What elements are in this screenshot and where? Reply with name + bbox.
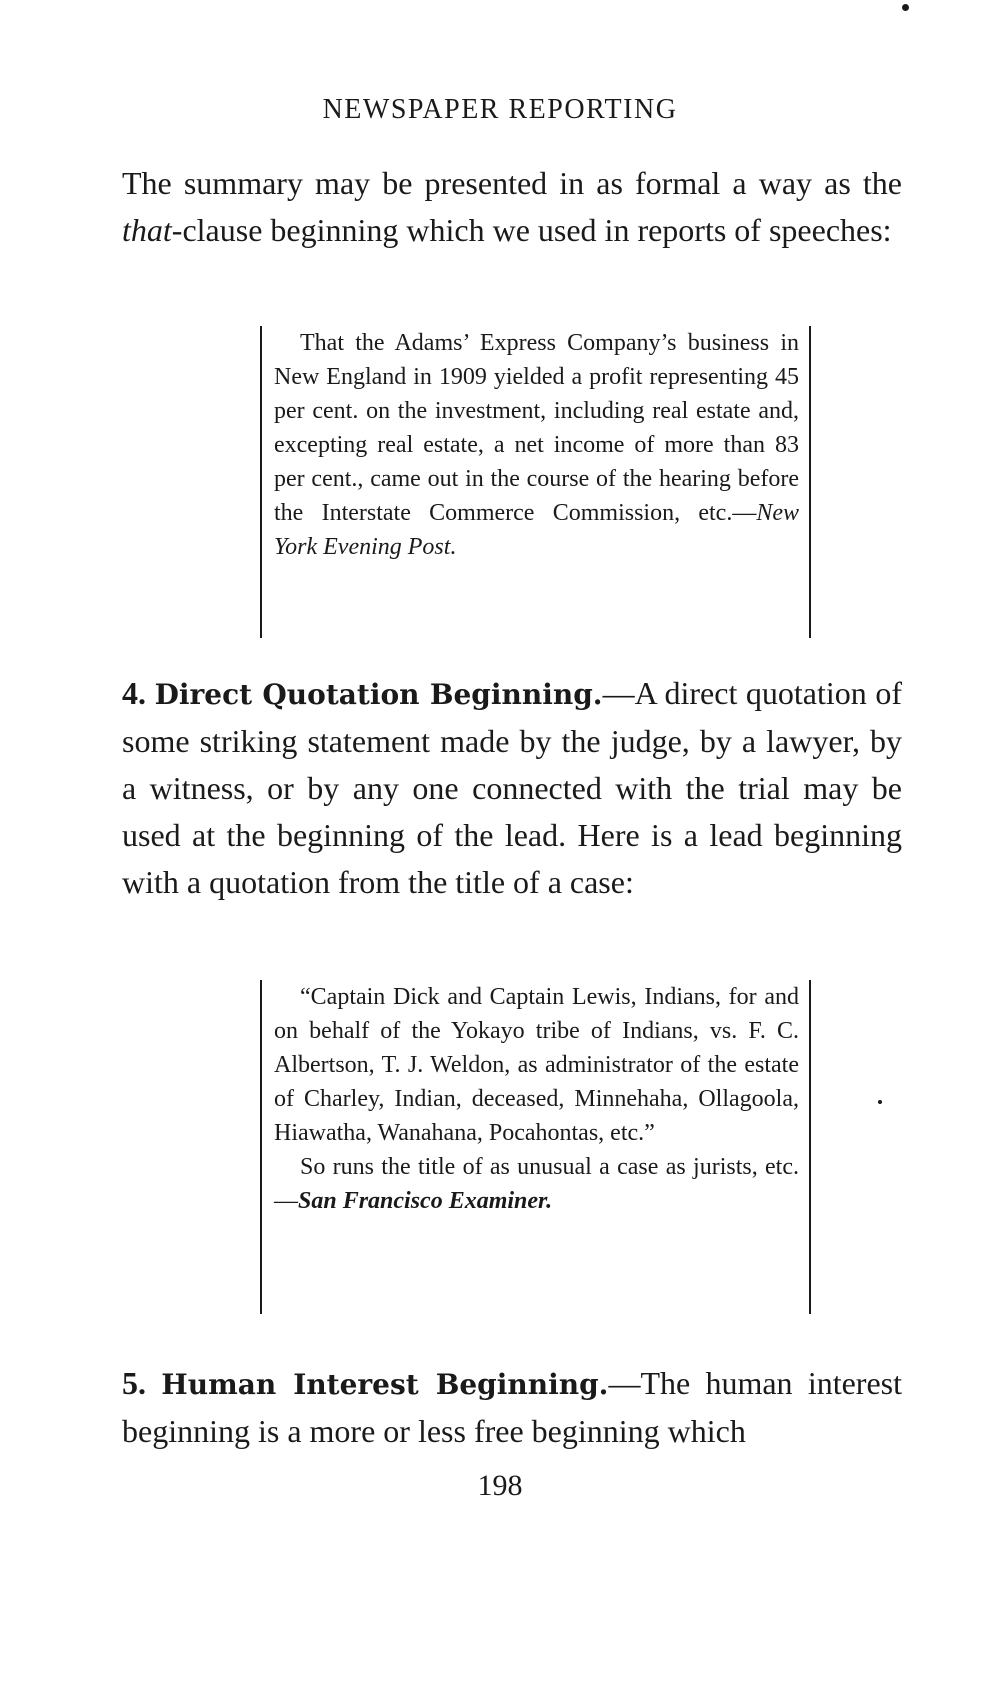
block-quote-adams-express bbox=[260, 326, 811, 638]
section-direct-quotation bbox=[122, 670, 902, 906]
section-heading: Human Interest Beginning. bbox=[161, 1368, 609, 1401]
paragraph-summary bbox=[122, 160, 902, 254]
section-human-interest bbox=[122, 1360, 902, 1455]
ink-speck bbox=[902, 4, 909, 11]
section-number: 5. bbox=[122, 1365, 146, 1401]
ink-speck bbox=[878, 1100, 882, 1104]
quote-text: “Captain Dick and Captain Lewis, Indians, for and on behalf of the Yokayo tribe of Indians, vs. F. C. Albertson, T. J. Weldon, as administrator of the estate of Charley, Indian, deceased, Minnehaha, Ollagoola, Hiawatha, Wanahana, Pocahontas, etc.” bbox=[274, 984, 799, 1146]
quote-source: San Francisco Examiner. bbox=[298, 1188, 553, 1214]
section-text: —The human interest beginning is a more or less free beginning which bbox=[122, 1365, 902, 1449]
section-number: 4. bbox=[122, 675, 146, 711]
quote-text bbox=[274, 326, 799, 564]
page-number: 198 bbox=[477, 1469, 523, 1502]
block-quote-case-title bbox=[260, 980, 811, 1314]
paragraph-text: The summary may be presented in as formal a way as the bbox=[122, 165, 902, 201]
quote-body: So runs the title of as unusual a case as jurists, etc.— bbox=[274, 1154, 799, 1214]
quote-source: New York Evening Post. bbox=[274, 500, 799, 560]
running-head: NEWSPAPER REPORTING bbox=[322, 94, 678, 125]
quote-text-continuation bbox=[274, 1150, 799, 1218]
quote-body: That the Adams’ Express Company’s business in New England in 1909 yielded a profit representing 45 per cent. on the investment, including real estate and, excepting real estate, a net income of more than 83 per cent., came out in the course of the hearing before the Interstate Commerce Commission, etc.— bbox=[274, 330, 799, 526]
paragraph-text: -clause beginning which we used in reports of speeches: bbox=[171, 212, 892, 248]
section-text: —A direct quotation of some striking statement made by the judge, by a lawyer, by a witness, or by any one connected with the trial may be used at the beginning of the lead. Here is a lead beginning with a quotation from the title of a case: bbox=[122, 675, 903, 900]
italic-term: that bbox=[122, 212, 172, 248]
section-heading: Direct Quotation Beginning. bbox=[154, 678, 603, 711]
